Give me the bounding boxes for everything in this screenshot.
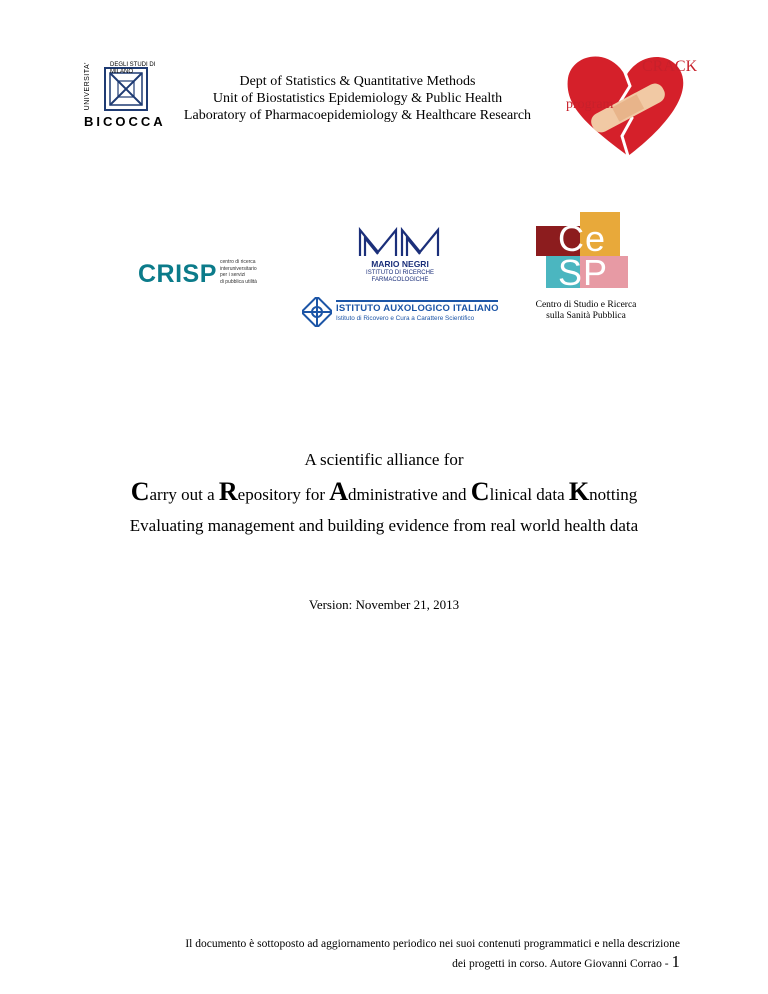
crisp-name: CRISP	[138, 260, 217, 288]
document-subtitle: Evaluating management and building evidence from real world health data	[129, 516, 639, 535]
auxologico-logo	[302, 297, 500, 329]
department-line: Laboratory of Pharmacoepidemiology & Healthcare Research	[183, 108, 532, 123]
footer-line-with-page	[120, 953, 680, 973]
crack-program-logo	[558, 46, 700, 164]
cesp-caption-line: Centro di Studio e Ricerca	[535, 300, 637, 310]
title-initial: C	[470, 477, 490, 506]
cesp-caption	[516, 300, 656, 322]
bicocca-name: BICOCCA	[84, 114, 166, 129]
crisp-logo	[138, 256, 288, 296]
mario-negri-subtitle	[354, 270, 446, 284]
bicocca-top-text: DEGLI STUDI DI MILANO	[110, 62, 156, 75]
title-word: arry out a	[149, 485, 219, 504]
crisp-subtitle-line: interuniversitario	[220, 265, 257, 272]
title-word: dministrative and	[348, 485, 471, 504]
auxologico-subtitle: Istituto di Ricovero e Cura a Carattere Scientifico	[336, 315, 475, 322]
alliance-heading: A scientific alliance for	[304, 450, 464, 469]
department-line: Unit of Biostatistics Epidemiology & Public Health	[212, 91, 503, 106]
mario-negri-subtitle-line: FARMACOLOGICHE	[371, 277, 429, 283]
mario-negri-name: MARIO NEGRI	[371, 259, 429, 269]
footer-line: Il documento è sottoposto ad aggiornamento periodico nei suoi contenuti programmatici e nella descrizione	[185, 938, 680, 950]
page-number: 1	[671, 952, 680, 971]
cesp-logo	[536, 212, 636, 296]
page-footer	[120, 936, 680, 973]
cesp-letters-top: Ce	[558, 218, 607, 259]
bicocca-side-text: UNIVERSITA'	[84, 62, 91, 111]
crisp-subtitle-line: per i servizi	[220, 272, 246, 278]
document-title	[0, 477, 768, 507]
title-word: epository for	[237, 485, 330, 504]
mario-negri-mn-icon	[354, 226, 446, 258]
department-line: Dept of Statistics & Quantitative Methods	[239, 74, 476, 89]
auxologico-emblem-icon	[302, 297, 332, 327]
title-word: notting	[589, 485, 638, 504]
auxologico-rule	[336, 300, 498, 302]
title-initial: C	[130, 477, 150, 506]
title-initial: R	[218, 477, 238, 506]
department-block	[160, 73, 555, 124]
crisp-subtitle	[220, 259, 257, 285]
auxologico-name: ISTITUTO AUXOLOGICO ITALIANO	[336, 303, 499, 314]
cesp-caption-line: sulla Sanità Pubblica	[546, 311, 626, 321]
crisp-subtitle-line: di pubblica utilità	[220, 278, 257, 285]
title-initial: K	[568, 477, 590, 506]
title-word: linical data	[489, 485, 569, 504]
version-label: Version: November 21, 2013	[308, 597, 460, 612]
cesp-letters-bottom: SP	[558, 252, 609, 293]
bicocca-logo	[84, 60, 166, 132]
crack-subtitle: program	[566, 97, 614, 112]
crisp-subtitle-line: centro di ricerca	[220, 259, 256, 265]
mario-negri-logo	[354, 226, 446, 286]
mario-negri-subtitle-line: ISTITUTO DI RICERCHE	[366, 270, 434, 276]
crack-title: CRACK	[642, 58, 698, 75]
title-initial: A	[329, 477, 349, 506]
footer-author: dei progetti in corso. Autore Giovanni Corrao -	[452, 958, 672, 970]
